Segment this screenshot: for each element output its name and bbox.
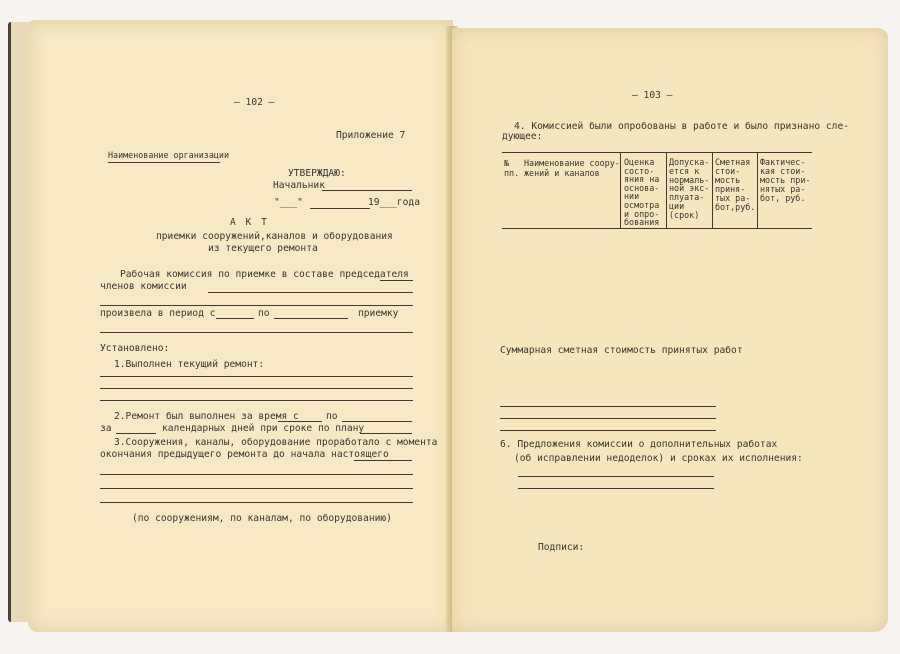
members-label: членов комиссии <box>100 281 187 292</box>
page-number: — 103 — <box>632 90 673 101</box>
item3-line-0 <box>354 460 412 461</box>
act-subtitle-1: приемки сооружений,каналов и оборудования <box>156 231 393 242</box>
item1-line-1 <box>100 376 413 377</box>
period-po: по <box>258 308 270 319</box>
period-label: произвела в период с <box>100 308 216 319</box>
item2-to-line <box>342 421 412 422</box>
item1-line-2 <box>100 388 413 389</box>
item3-line-2 <box>100 488 413 489</box>
item-4b: дующее: <box>502 131 543 142</box>
summary-line-3 <box>500 430 716 431</box>
header-number: № пп. <box>504 158 520 178</box>
commission-text: Рабочая комиссия по приемке в составе председателя <box>120 269 409 280</box>
note-text: (по сооружениям, по каналам, по оборудованию) <box>132 513 392 524</box>
item2-za: за <box>100 423 112 434</box>
period-from-line <box>216 318 254 319</box>
item-3b: окончания предыдущего ремонта до начала настоящего <box>100 449 389 460</box>
table-col-divider <box>712 152 713 228</box>
item3-line-1 <box>100 474 413 475</box>
blank-line-1 <box>100 332 413 333</box>
signatures-label: Подписи: <box>538 542 585 553</box>
organization-label: Наименование организации <box>108 150 230 160</box>
chairman-line <box>380 280 413 281</box>
org-underline <box>108 162 220 163</box>
header-actual-cost: Фактичес- кая стои- мость при- нятых ра- бот, руб. <box>760 157 811 203</box>
item2-from-line <box>278 421 322 422</box>
table-col-divider <box>666 152 667 228</box>
item1-line-3 <box>100 400 413 401</box>
item-6b: (об исправлении недоделок) и сроках их исполнения: <box>514 453 803 464</box>
item3-line-3 <box>100 502 413 503</box>
item2-plan-line <box>360 433 412 434</box>
item-2-days: календарных дней при сроке по плану <box>162 423 365 434</box>
approve-label: УТВЕРЖДАЮ: <box>288 168 346 179</box>
acceptance-label: приемку <box>358 308 399 319</box>
item6-line-1 <box>518 476 714 477</box>
item-1: 1.Выполнен текущий ремонт: <box>114 359 265 370</box>
date-month-line <box>310 208 370 209</box>
members-line-2 <box>100 305 413 306</box>
chief-signature-line <box>322 190 412 191</box>
appendix-label: Приложение 7 <box>336 130 406 141</box>
item-6a: 6. Предложения комиссии о дополнительных работах <box>500 439 778 450</box>
item-3a: 3.Сооружения, каналы, оборудование проработало с момента <box>114 437 438 448</box>
right-page <box>452 28 888 632</box>
date-day: "___" <box>274 197 303 208</box>
left-page <box>28 20 453 632</box>
table-col-divider <box>757 152 758 228</box>
item-4a: 4. Комиссией были опробованы в работе и было признано сле- <box>514 121 850 132</box>
item2-po: по <box>326 411 338 422</box>
table-col-divider <box>620 152 621 228</box>
header-assessment: Оценка состо- яния на основа- нии осмотра и опро- бования <box>624 157 660 228</box>
date-year: 19___года <box>368 197 420 208</box>
chief-label: Начальник <box>273 180 325 191</box>
period-to-line <box>274 318 348 319</box>
summary-label: Суммарная сметная стоимость принятых работ <box>500 345 743 356</box>
page-number: — 102 — <box>234 97 275 108</box>
header-name: Наименование соору- жений и каналов <box>524 158 620 178</box>
summary-line-2 <box>500 418 716 419</box>
members-line-1 <box>208 292 413 293</box>
header-admission: Допуска- ется к нормаль- ной экс- плуата- ции (срок) <box>669 157 710 220</box>
summary-line-1 <box>500 406 716 407</box>
table-top-border <box>502 152 812 153</box>
item-2: 2.Ремонт был выполнен за время с <box>114 411 299 422</box>
item2-days-line <box>116 433 156 434</box>
table-bottom-border <box>502 228 812 229</box>
item6-line-2 <box>518 488 714 489</box>
act-subtitle-2: из текущего ремонта <box>208 243 318 254</box>
established-label: Установлено: <box>100 343 170 354</box>
header-estimated-cost: Сметная стои- мость приня- тых ра- бот,руб. <box>715 157 756 212</box>
act-title: А К Т <box>230 217 269 228</box>
